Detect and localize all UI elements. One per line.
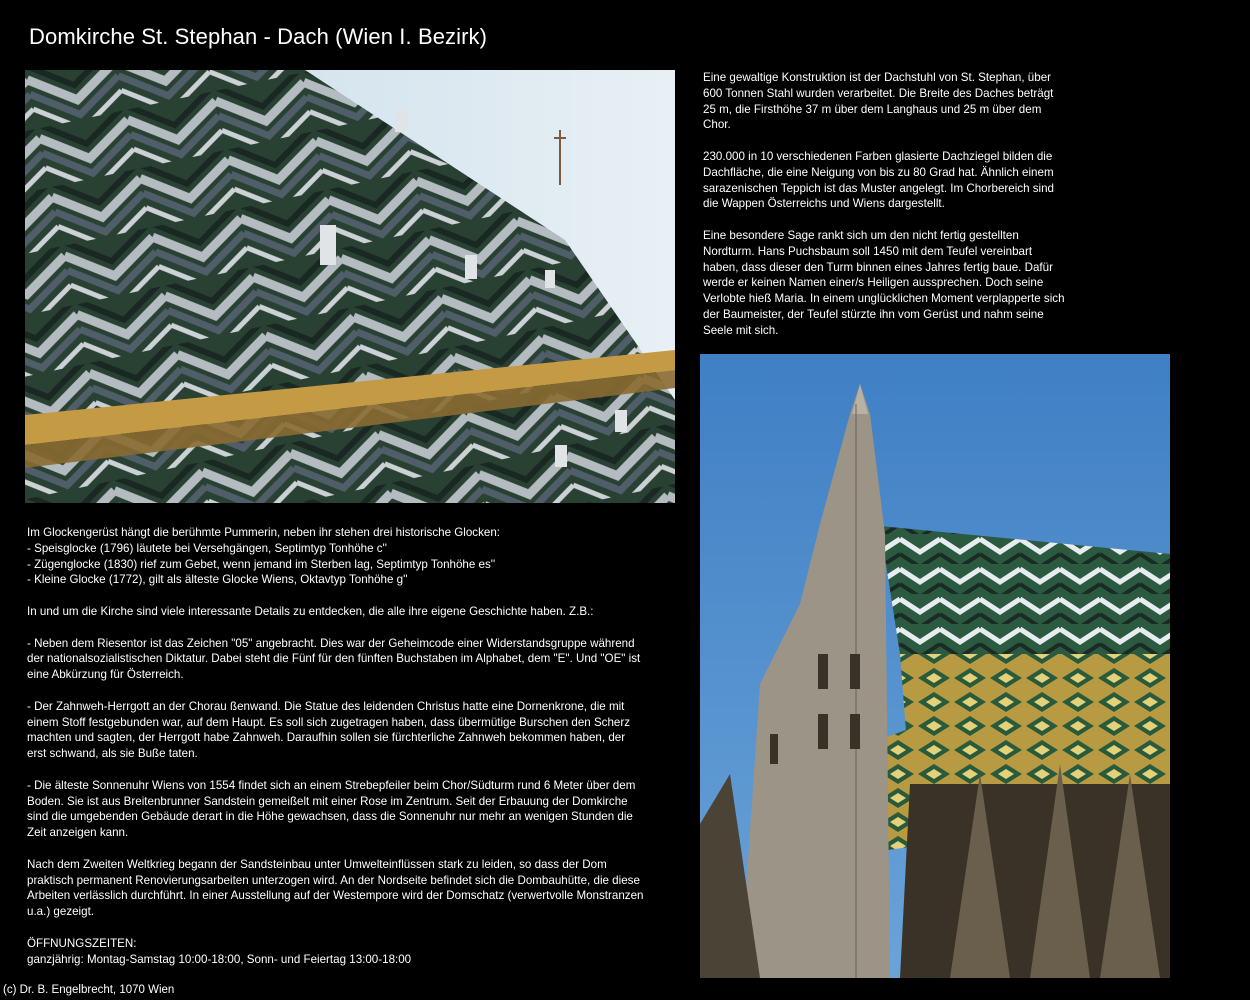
details-text xyxy=(27,525,647,983)
opening-hours xyxy=(27,936,647,968)
roof-description xyxy=(703,70,1068,354)
paragraph-tiles: 230.000 in 10 verschiedenen Farben glasierte Dachziegel bilden die Dachfläche, die eine Neigung von bis zu 80 Grad hat. Ähnlich einem sarazenischen Teppich ist das Muster angelegt. Im Chorbereich sind die Wappen Österreichs und Wiens dargestellt. xyxy=(703,149,1055,211)
roof-tiles-photo xyxy=(25,70,675,503)
paragraph-construction: Eine gewaltige Konstruktion ist der Dachstuhl von St. Stephan, über 600 Tonnen Stahl wurden verarbeitet. Die Breite des Daches beträgt 25 m, die Firsthöhe 37 m über dem Langhaus und 25 m über dem Chor. xyxy=(703,71,1054,132)
paragraph-sonnenuhr: - Die älteste Sonnenuhr Wiens von 1554 findet sich an einem Strebepfeiler beim Chor/Südturm rund 6 Meter über dem Boden. Sie ist aus Breitenbrunner Sandstein gemeißelt mit einer Rose im Zentrum. Seit der Erbauung der Domkirche sind die umgebenden Gebäude derart in die Höhe gewachsen, dass die Sonnenuhr nur mehr an wenigen Stunden die Zeit anzeigen kann. xyxy=(27,778,636,840)
paragraph-details-intro: In und um die Kirche sind viele interessante Details zu entdecken, die alle ihre eigene Geschichte haben. Z.B.: xyxy=(27,604,594,618)
copyright-footer: (c) Dr. B. Engelbrecht, 1070 Wien xyxy=(3,984,175,996)
paragraph-legend: Eine besondere Sage rankt sich um den nicht fertig gestellten Nordturm. Hans Puchsbaum soll 1450 mit dem Teufel vereinbart haben, dass dieser den Turm binnen eines Jahres fertig baue. Dafür werde er keinen Namen einer/s Heiligen aussprechen. Doch seine Verlobte hieß Maria. In einem unglücklichen Moment verplapperte sich der Baumeister, der Teufel stürzte ihn vom Gerüst und nahm seine Seele mit sich. xyxy=(703,228,1065,337)
bells-intro: Im Glockengerüst hängt die berühmte Pummerin, neben ihr stehen drei historische Glocken: xyxy=(27,526,501,539)
bell-speisglocke: - Speisglocke (1796) läutete bei Versehgängen, Septimtyp Tonhöhe c'' xyxy=(27,541,387,555)
tower-photo xyxy=(700,354,1170,978)
paragraph-zeichen-05: - Neben dem Riesentor ist das Zeichen "05" angebracht. Dies war der Geheimcode einer Widerstandsgruppe während der nationalsozialistischen Diktatur. Dabei steht die Fünf für den fünften Buchstaben im Alphabet, dem "E". Und "OE" ist eine Abkürzung für Österreich. xyxy=(27,636,641,682)
opening-hours-label: ÖFFNUNGSZEITEN: xyxy=(27,936,137,950)
bell-zuegenglocke: - Zügenglocke (1830) rief zum Gebet, wenn jemand im Sterben lag, Septimtyp Tonhöhe es'' xyxy=(27,557,496,571)
opening-hours-value: ganzjährig: Montag-Samstag 10:00-18:00, Sonn- und Feiertag 13:00-18:00 xyxy=(27,952,412,966)
paragraph-sandstein: Nach dem Zweiten Weltkrieg begann der Sandsteinbau unter Umwelteinflüssen stark zu leiden, so dass der Dom praktisch permanent Renovierungsarbeiten unterzogen wird. An der Nordseite befindet sich die Dombauhütte, die diese Arbeiten verlässlich durchführt. In einer Ausstellung auf der Westempore wird der Domschatz (verwertvolle Monstranzen u.a.) gezeigt. xyxy=(27,857,644,919)
paragraph-bells xyxy=(27,525,647,588)
bell-kleine-glocke: - Kleine Glocke (1772), gilt als älteste Glocke Wiens, Oktavtyp Tonhöhe g'' xyxy=(27,573,408,587)
page-title: Domkirche St. Stephan - Dach (Wien I. Bezirk) xyxy=(29,24,488,49)
paragraph-zahnweh-herrgott: - Der Zahnweh-Herrgott an der Chorau ßenwand. Die Statue des leidenden Christus hatte eine Dornenkrone, die mit einem Stoff festgebunden war, auf dem Haupt. Es soll sich zugetragen haben, dass übermütige Burschen den Scherz machten und sagten, der Herrgott habe Zahnweh. Daraufhin sollen sie fürchterliche Zahnweh bekommen haben, der erst schwand, als sie Buße taten. xyxy=(27,699,631,761)
